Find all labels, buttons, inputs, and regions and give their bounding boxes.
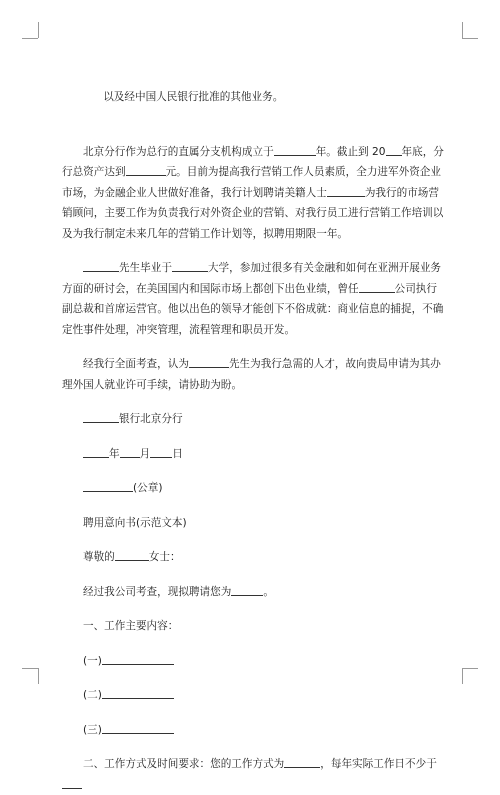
document-body — [62, 66, 444, 795]
blank-field — [102, 652, 174, 665]
letter-offer-line: 经过我公司考查，现拟聘请您为 。 — [62, 582, 444, 603]
blank-field — [120, 445, 140, 458]
blank-field — [359, 280, 395, 293]
blank-field — [83, 410, 119, 423]
paragraph-candidate-background: 先生毕业于 大学，参加过很多有关金融和如何在亚洲开展业务方面的研讨会，在美国国内和国际市场上都创下出色业绩，曾任 公司执行副总裁和首席运营官。他以出色的领导才能创下不俗成就：商业信息的捕捉，不确定性事件处理，冲突管理，流程管理和职员开发。 — [62, 258, 444, 340]
job-item-2: (二) — [62, 685, 444, 706]
blank-field — [83, 445, 109, 458]
blank-field — [231, 583, 263, 596]
blank-field — [274, 143, 316, 156]
blank-field — [172, 259, 208, 272]
blank-field — [189, 355, 229, 368]
blank-field — [83, 479, 133, 492]
job-item-1: (一) — [62, 651, 444, 672]
blank-field — [102, 686, 174, 699]
paragraph-other-business: 以及经中国人民银行批准的其他业务。 — [103, 90, 284, 103]
paragraph-application-request: 经我行全面考查，认为 先生为我行急需的人才，故向贵局申请为其办理外国人就业许可手续，请协助为盼。 — [62, 354, 444, 395]
blank-field — [102, 721, 174, 734]
signature-bank-name: 银行北京分行 — [62, 409, 444, 430]
blank-field — [126, 163, 166, 176]
section-title: 聘用意向书(示范文本) — [83, 516, 187, 529]
heading-job-content: 一、工作主要内容： — [83, 620, 179, 632]
blank-field — [62, 776, 82, 789]
blank-field — [83, 259, 119, 272]
blank-field — [150, 445, 172, 458]
paragraph-branch-intro: 北京分行作为总行的直属分支机构成立于 年。截止到 20 年底，分行总资产达到 元。目前为提高我行营销工作人员素质，全力进军外资企业市场，为金融企业人世做好准备，我行计划聘请美籍人士 为我行的市场营销顾问，主要工作为负责我行对外资企业的营销、对我行员工进行营销工作培训以及为我行制定未来几年的营销工作计划等，拟聘用期限一年。 — [62, 142, 444, 245]
signature-date: 年 月 日 — [62, 444, 444, 465]
letter-salutation: 尊敬的 女士： — [62, 547, 444, 568]
blank-field — [327, 184, 365, 197]
blank-field — [386, 143, 402, 156]
blank-field — [284, 755, 320, 768]
heading-work-method: 二、工作方式及时间要求：您的工作方式为 ，每年实际工作日不少于 — [62, 754, 444, 795]
blank-field — [115, 548, 149, 561]
signature-seal: (公章) — [62, 478, 444, 499]
job-item-3: (三) — [62, 720, 444, 741]
